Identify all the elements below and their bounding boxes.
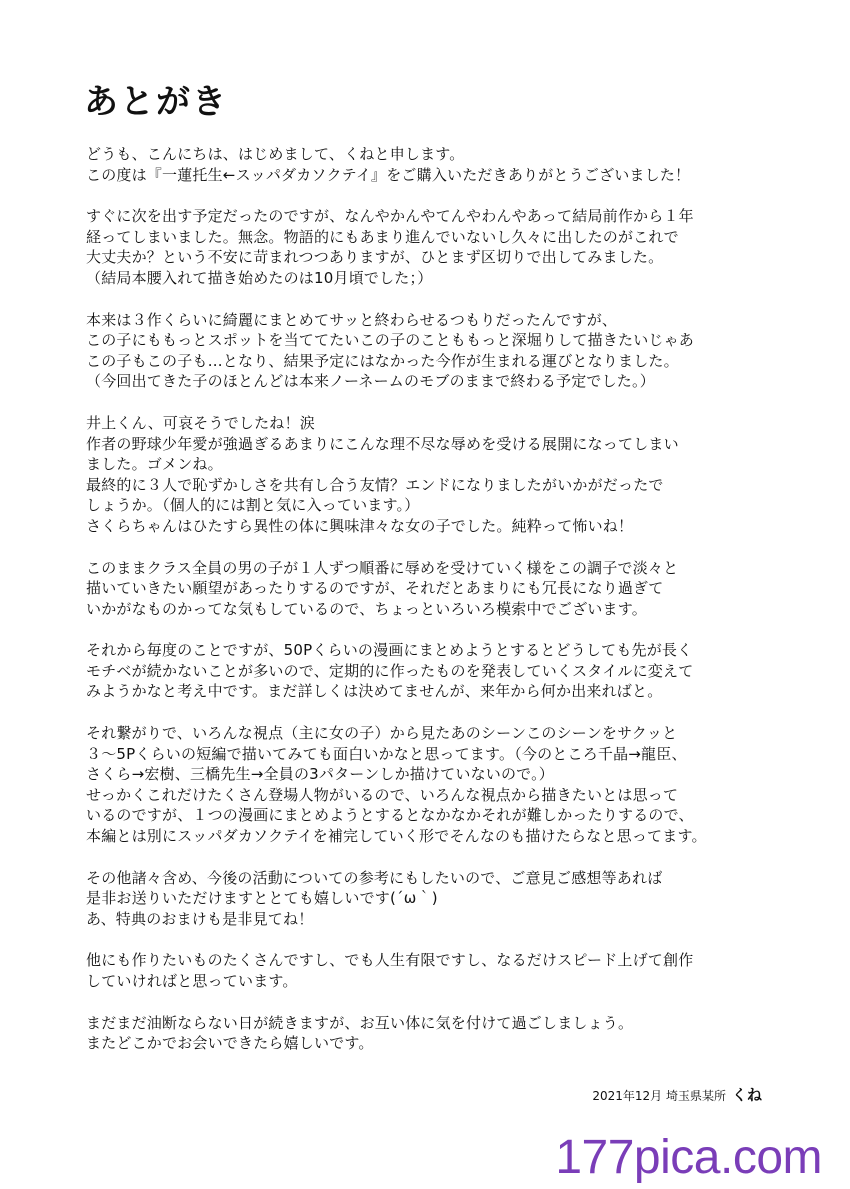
text-line: せっかくこれだけたくさん登場人物がいるので、いろんな視点から描きたいとは思って <box>86 785 679 804</box>
paragraph <box>86 206 786 288</box>
paragraph <box>86 1013 786 1054</box>
text-line: 作者の野球少年愛が強過ぎるあまりにこんな理不尽な辱めを受ける展開になってしまい <box>86 434 679 453</box>
paragraph <box>86 723 786 847</box>
text-line: このままクラス全員の男の子が１人ずつ順番に辱めを受けていく様をこの調子で淡々と <box>86 558 679 577</box>
text-line: それ繋がりで、いろんな視点（主に女の子）から見たあのシーンこのシーンをサクッと <box>86 724 678 743</box>
text-line: ました。ゴメンね。 <box>86 455 223 474</box>
signature-date-place: 2021年12月 埼玉県某所 <box>592 1089 726 1103</box>
paragraph <box>86 950 786 991</box>
text-line: 経ってしまいました。無念。物語的にもあまり進んでいないし久々に出したのがこれで <box>86 227 679 246</box>
text-line: この子もこの子も…となり、結果予定にはなかった今作が生まれる運びとなりました。 <box>86 351 679 370</box>
watermark-logo: 177pica.com <box>555 1131 822 1184</box>
text-line: あ、特典のおまけも是非見てね！ <box>86 909 314 928</box>
text-line: この子にももっとスポットを当ててたいこの子のことももっと深堀りして描きたいじゃあ <box>86 331 695 350</box>
text-line: 井上くん、可哀そうでしたね！涙 <box>86 413 315 432</box>
text-line: みようかなと考え中です。まだ詳しくは決めてませんが、来年から何か出来ればと。 <box>86 682 663 701</box>
paragraph <box>86 413 786 537</box>
text-line: さくらちゃんはひたすら異性の体に興味津々な女の子でした。純粋って怖いね！ <box>86 516 634 535</box>
text-line: （今回出てきた子のほとんどは本来ノーネームのモブのままで終わる予定でした。） <box>86 372 655 391</box>
text-line: 描いていきたい願望があったりするのですが、それだとあまりにも冗長になり過ぎて <box>86 579 664 598</box>
afterword-body <box>86 144 786 1075</box>
paragraph <box>86 144 786 185</box>
text-line: 是非お送りいただけますととても嬉しいです(´ω｀) <box>86 889 438 908</box>
paragraph <box>86 640 786 702</box>
text-line: ３〜5Pくらいの短編で描いてみても面白いかなと思ってます。（今のところ千晶→龍臣、 <box>86 744 687 763</box>
text-line: （結局本腰入れて描き始めたのは10月頃でした；） <box>86 268 433 287</box>
text-line: 最終的に３人で恥ずかしさを共有し合う友情？エンドになりましたがいかがだったで <box>86 475 664 494</box>
text-line: この度は『一蓮托生←スッパダカソクテイ』をご購入いただきありがとうございました！ <box>86 165 691 184</box>
text-line: それから毎度のことですが、50Pくらいの漫画にまとめようとするとどうしても先が長く <box>86 641 693 660</box>
text-line: いかがなものかってな気もしているので、ちょっといろいろ模索中でございます。 <box>86 599 647 618</box>
paragraph <box>86 868 786 930</box>
paragraph <box>86 310 786 392</box>
text-line: いるのですが、１つの漫画にまとめようとするとなかなかそれが難しかったりするので、 <box>86 806 694 825</box>
text-line: またどこかでお会いできたら嬉しいです。 <box>86 1034 374 1053</box>
text-line: どうも、こんにちは、はじめまして、くねと申します。 <box>86 145 465 163</box>
text-line: まだまだ油断ならない日が続きますが、お互い体に気を付けて過ごしましょう。 <box>86 1013 634 1032</box>
text-line: 本来は３作くらいに綺麗にまとめてサッと終わらせるつもりだったんですが、 <box>86 310 618 329</box>
text-line: さくら→宏樹、三橋先生→全員の3パターンしか描けていないので。） <box>86 765 554 784</box>
text-line: 大丈夫か？という不安に苛まれつつありますが、ひとまず区切りで出してみました。 <box>86 248 664 267</box>
text-line: していければと思っています。 <box>86 972 298 990</box>
paragraph <box>86 558 786 620</box>
text-line: すぐに次を出す予定だったのですが、なんやかんやてんやわんやあって結局前作から１年 <box>86 207 694 226</box>
signature <box>592 1084 762 1105</box>
text-line: モチベが続かないことが多いので、定期的に作ったものを発表していくスタイルに変えて <box>86 661 694 680</box>
text-line: 他にも作りたいものたくさんですし、でも人生有限ですし、なるだけスピード上げて創作 <box>86 951 694 970</box>
text-line: しょうか。（個人的には割と気に入っています。） <box>86 496 420 515</box>
page-title: あとがき <box>84 82 228 122</box>
signature-name: くね <box>731 1086 762 1104</box>
text-line: その他諸々含め、今後の活動についての参考にもしたいので、ご意見ご感想等あれば <box>86 868 663 887</box>
text-line: 本編とは別にスッパダカソクテイを補完していく形でそんなのも描けたらなと思ってます。 <box>86 827 707 846</box>
